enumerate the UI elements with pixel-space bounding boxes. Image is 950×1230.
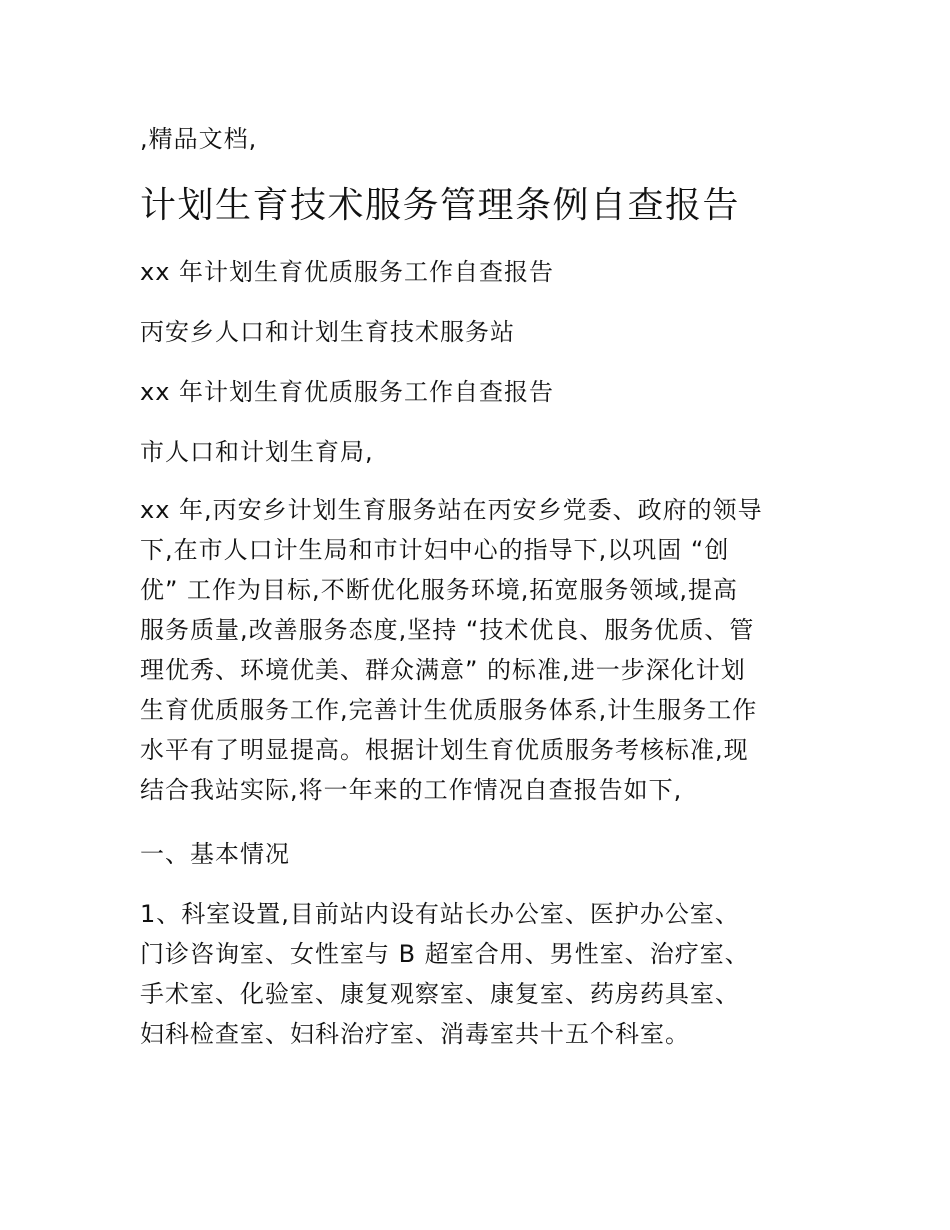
intro-line: 优” 工作为目标,不断优化服务环境,拓宽服务领域,提高: [140, 576, 738, 604]
intro-line: 水平有了明显提高。根据计划生育优质服务考核标准,现: [140, 736, 749, 764]
item-line: 妇科检查室、妇科治疗室、消毒室共十五个科室。: [140, 1020, 690, 1048]
section-heading: 一、基本情况: [140, 840, 290, 868]
intro-line: 结合我站实际,将一年来的工作情况自查报告如下,: [140, 776, 683, 804]
intro-line: 理优秀、环境优美、群众满意” 的标准,进一步深化计划: [140, 656, 746, 684]
intro-line: 下,在市人口计生局和市计妇中心的指导下,以巩固 “创: [140, 536, 730, 564]
organization-name: 丙安乡人口和计划生育技术服务站: [140, 318, 515, 346]
intro-paragraph: [140, 490, 812, 810]
intro-line: xx 年,丙安乡计划生育服务站在丙安乡党委、政府的领导: [140, 496, 763, 524]
report-subtitle-2: xx 年计划生育优质服务工作自查报告: [140, 378, 555, 406]
intro-line: 服务质量,改善服务态度,坚持 “技术优良、服务优质、管: [140, 616, 755, 644]
item-1-paragraph: [140, 894, 812, 1054]
item-line: 1、科室设置,目前站内设有站长办公室、医护办公室、: [140, 900, 740, 928]
report-subtitle-1: xx 年计划生育优质服务工作自查报告: [140, 258, 555, 286]
item-line: 门诊咨询室、女性室与 B 超室合用、男性室、治疗室、: [140, 940, 750, 968]
item-line: 手术室、化验室、康复观察室、康复室、药房药具室、: [140, 980, 740, 1008]
intro-line: 生育优质服务工作,完善计生优质服务体系,计生服务工作: [140, 696, 758, 724]
document-header: ,精品文档,: [140, 125, 258, 153]
document-title: 计划生育技术服务管理条例自查报告: [140, 185, 741, 226]
salutation: 市人口和计划生育局,: [140, 438, 374, 466]
